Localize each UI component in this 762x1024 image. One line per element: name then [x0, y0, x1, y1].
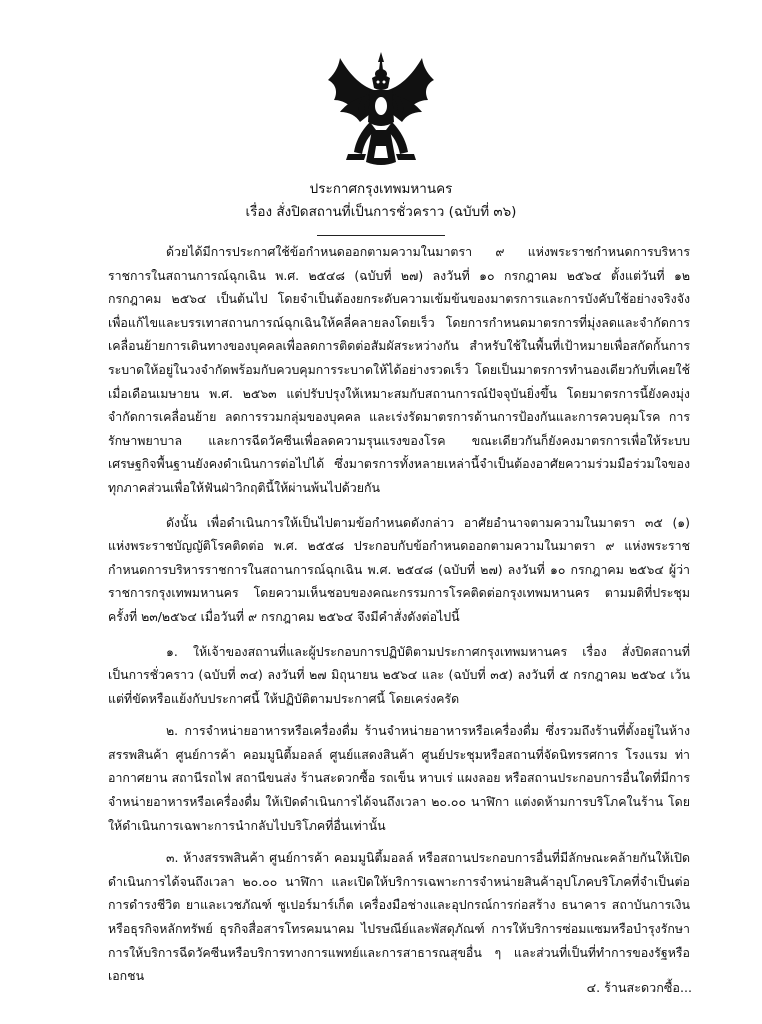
clause-1-paragraph: ๑. ให้เจ้าของสถานที่และผู้ประกอบการปฏิบัติตามประกาศกรุงเทพมหานคร เรื่อง สั่งปิดสถานที่เป็นการชั่วคราว (ฉบับที่ ๓๔) ลงวันที่ ๒๗ มิถุนายน ๒๕๖๔ และ (ฉบับที่ ๓๕) ลงวันที่ ๕ กรกฎาคม ๒๕๖๔ เว้นแต่ที่ขัดหรือแย้งกับประกาศนี้ ให้ปฏิบัติตามประกาศนี้ โดยเคร่งครัด	[108, 643, 690, 706]
garuda-emblem-icon	[326, 50, 436, 168]
announcement-body	[108, 240, 690, 997]
preamble-paragraph: ด้วยได้มีการประกาศใช้ข้อกำหนดออกตามความในมาตรา ๙ แห่งพระราชกำหนดการบริหารราชการในสถานการณ์ฉุกเฉิน พ.ศ. ๒๕๔๘ (ฉบับที่ ๒๗) ลงวันที่ ๑๐ กรกฎาคม ๒๕๖๔ ตั้งแต่วันที่ ๑๒ กรกฎาคม ๒๕๖๔ เป็นต้นไป โดยจำเป็นต้องยกระดับความเข้มข้นของมาตรการและการบังคับใช้อย่างจริงจัง เพื่อแก้ไขและบรรเทาสถานการณ์ฉุกเฉินให้คลี่คลายลงโดยเร็ว โดยการกำหนดมาตรการที่มุ่งลดและจำกัดการเคลื่อนย้ายการเดินทางของบุคคลเพื่อลดการติดต่อสัมผัสระหว่างกัน สำหรับใช้ในพื้นที่เป้าหมายเพื่อสกัดกั้นการระบาดให้อยู่ในวงจำกัดพร้อมกับควบคุมการระบาดให้ได้อย่างรวดเร็ว โดยเป็นมาตรการทำนองเดียวกับที่เคยใช้เมื่อเดือนเมษายน พ.ศ. ๒๕๖๓ แต่ปรับปรุงให้เหมาะสมกับสถานการณ์ปัจจุบันยิ่งขึ้น โดยมาตรการนี้ยังคงมุ่งจำกัดการเคลื่อนย้าย ลดการรวมกลุ่มของบุคคล และเร่งรัดมาตรการด้านการป้องกันและการควบคุมโรค การรักษาพยาบาล และการฉีดวัคซีนเพื่อลดความรุนแรงของโรค ขณะเดียวกันก็ยังคงมาตรการเพื่อให้ระบบเศรษฐกิจพื้นฐานยังคงดำเนินการต่อไปได้ ซึ่งมาตรการทั้งหลายเหล่านี้จำเป็นต้องอาศัยความร่วมมือร่วมใจของทุกภาคส่วนเพื่อให้ฟันฝ่าวิกฤตินี้ให้ผ่านพ้นไปด้วยกัน	[108, 244, 690, 495]
subject-title: เรื่อง สั่งปิดสถานที่เป็นการชั่วคราว (ฉบับที่ ๓๖)	[245, 204, 517, 220]
page-continuation: ๔. ร้านสะดวกซื้อ...	[586, 980, 692, 995]
title-divider	[317, 235, 445, 236]
authority-paragraph: ดังนั้น เพื่อดำเนินการให้เป็นไปตามข้อกำหนดดังกล่าว อาศัยอำนาจตามความในมาตรา ๓๕ (๑) แห่งพระราชบัญญัติโรคติดต่อ พ.ศ. ๒๕๕๘ ประกอบกับข้อกำหนดออกตามความในมาตรา ๙ แห่งพระราชกำหนดการบริหารราชการในสถานการณ์ฉุกเฉิน พ.ศ. ๒๕๔๘ (ฉบับที่ ๒๗) ลงวันที่ ๑๐ กรกฎาคม ๒๕๖๔ ผู้ว่าราชการกรุงเทพมหานคร โดยความเห็นชอบของคณะกรรมการโรคติดต่อกรุงเทพมหานคร ตามมติที่ประชุม ครั้งที่ ๒๓/๒๕๖๔ เมื่อวันที่ ๙ กรกฎาคม ๒๕๖๔ จึงมีคำสั่งดังต่อไปนี้	[108, 514, 690, 624]
clause-2-paragraph: ๒. การจำหน่ายอาหารหรือเครื่องดื่ม ร้านจำหน่ายอาหารหรือเครื่องดื่ม ซึ่งรวมถึงร้านที่ตั้งอยู่ในห้างสรรพสินค้า ศูนย์การค้า คอมมูนิตี้มอลล์ ศูนย์แสดงสินค้า ศูนย์ประชุมหรือสถานที่จัดนิทรรศการ โรงแรม ท่าอากาศยาน สถานีรถไฟ สถานีขนส่ง ร้านสะดวกซื้อ รถเข็น หาบเร่ แผงลอย หรือสถานประกอบการอื่นใดที่มีการจำหน่ายอาหารหรือเครื่องดื่ม ให้เปิดดำเนินการได้จนถึงเวลา ๒๐.๐๐ นาฬิกา แต่งดห้ามการบริโภคในร้าน โดยให้ดำเนินการเฉพาะการนำกลับไปบริโภคที่อื่นเท่านั้น	[108, 723, 690, 833]
clause-3-paragraph: ๓. ห้างสรรพสินค้า ศูนย์การค้า คอมมูนิตี้มอลล์ หรือสถานประกอบการอื่นที่มีลักษณะคล้ายกันให้เปิดดำเนินการได้จนถึงเวลา ๒๐.๐๐ นาฬิกา และเปิดให้บริการเฉพาะการจำหน่ายสินค้าอุปโภคบริโภคที่จำเป็นต่อการดำรงชีวิต ยาและเวชภัณฑ์ ซูเปอร์มาร์เก็ต เครื่องมือช่างและอุปกรณ์การก่อสร้าง ธนาคาร สถาบันการเงินหรือธุรกิจหลักทรัพย์ ธุรกิจสื่อสารโทรคมนาคม ไปรษณีย์และพัสดุภัณฑ์ การให้บริการซ่อมแซมหรือบำรุงรักษา การให้บริการฉีดวัคซีนหรือบริการทางการแพทย์และการสาธารณสุขอื่น ๆ และส่วนที่เป็นที่ทำการของรัฐหรือเอกชน	[108, 850, 690, 984]
issuer-title: ประกาศกรุงเทพมหานคร	[309, 181, 453, 197]
announcement-header	[0, 178, 762, 236]
